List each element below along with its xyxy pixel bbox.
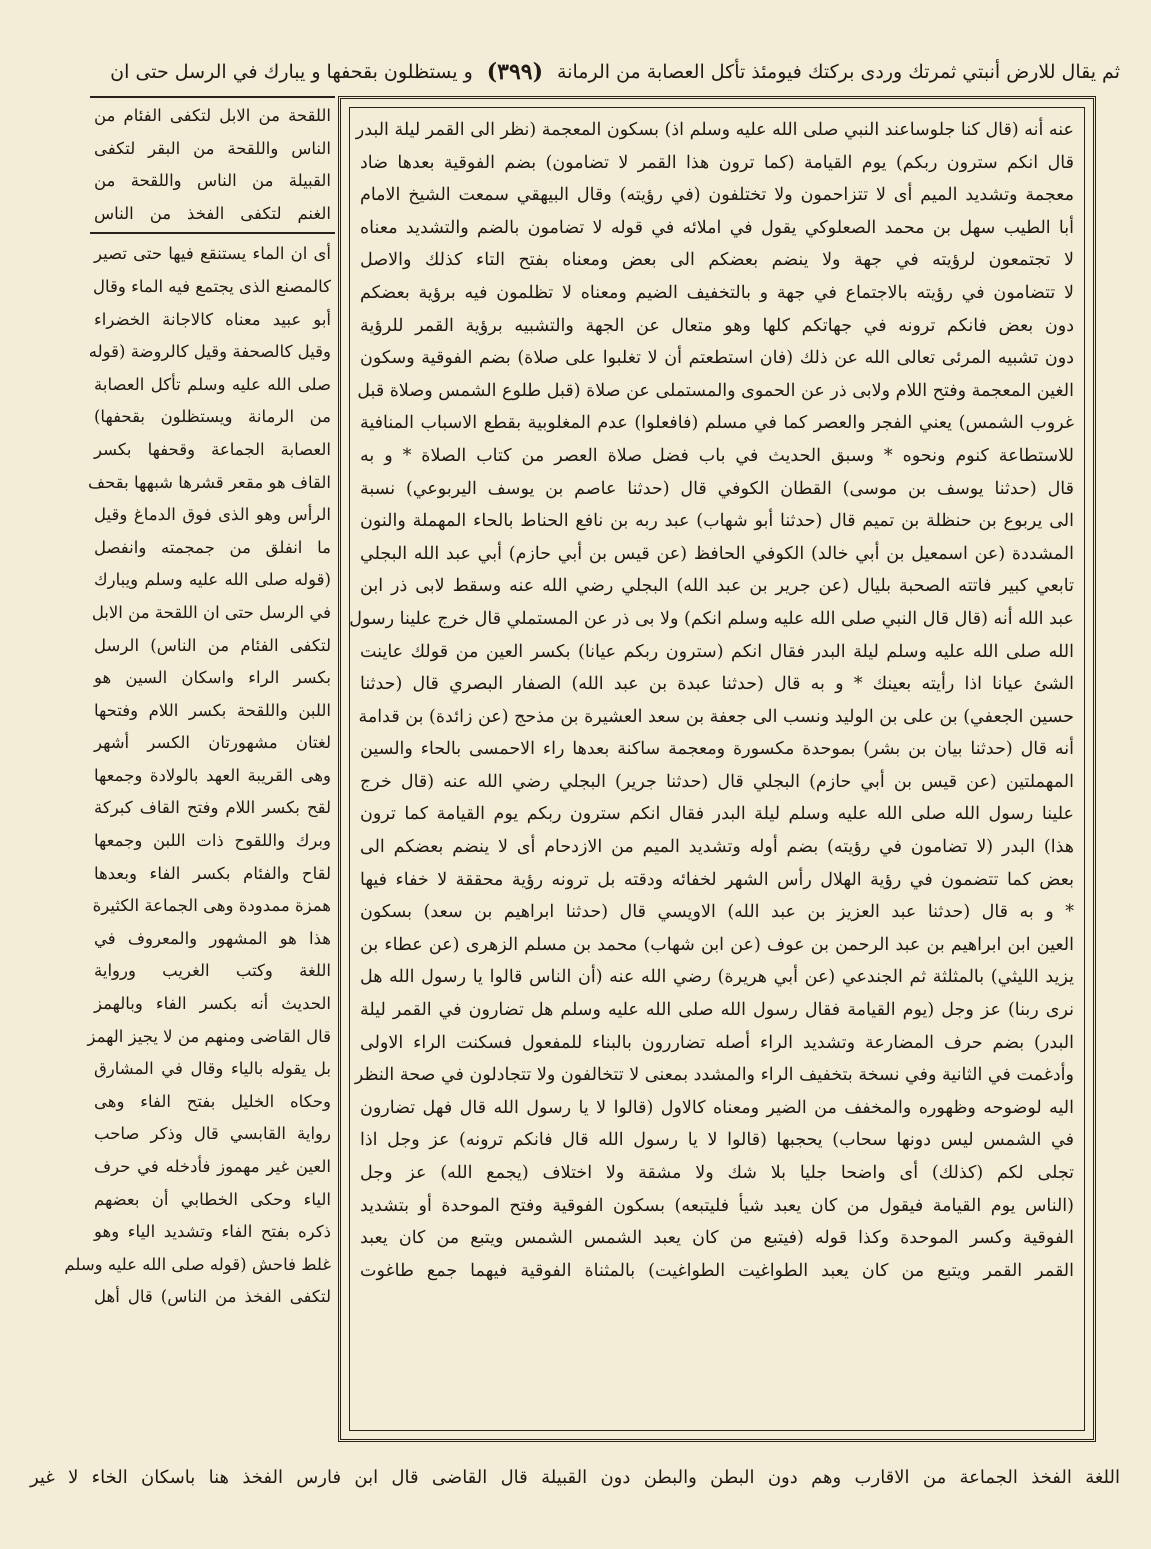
commentary-line: بل يقوله بالياء وقال في المشارق	[94, 1059, 331, 1079]
commentary-top-line: اللقحة من الابل لتكفى الفئام من	[94, 106, 331, 125]
commentary-body	[64, 234, 335, 1314]
commentary-line: ما انفلق من جمجمته وانفصل	[94, 537, 331, 557]
commentary-line: وحكاه الخليل بفتح الفاء وهى	[94, 1091, 331, 1111]
main-text-line: تجلى لكم (كذلك) أى واضحا جليا بلا شك ولا مشقة ولا اختلاف (يجمع الله) عز وجل	[360, 1163, 1074, 1183]
main-text-line: عنه أنه (قال كنا جلوساعند النبي صلى الله عليه وسلم اذ) بسكون المعجمة (نظر الى القمر ليلة البدر	[355, 120, 1074, 140]
commentary-line: الحديث أنه بكسر الفاء وبالهمز	[94, 994, 331, 1014]
main-text-line: علينا رسول الله صلى الله عليه وسلم ليلة البدر فقال انكم سترون ربكم يوم القيامة كما ترون	[360, 804, 1074, 825]
page-number: (٣٩٩)	[486, 59, 544, 85]
main-text-line: دون تشبيه المرئى تعالى الله عن ذلك (فان استطعتم أن لا تغلبوا على صلاة) بضم الفوقية وسكون	[360, 348, 1074, 369]
commentary-top-line: الناس واللقحة من البقر لتكفى	[94, 138, 331, 158]
main-text-line: العين ابن ابراهيم بن عبد الرحمن بن عوف (عن ابن شهاب) محمد بن مسلم الزهرى (عن عطاء بن	[360, 934, 1074, 955]
commentary-top-line: القبيلة من الناس واللقحة من	[94, 171, 331, 191]
main-text-line: الله صلى الله عليه وسلم ليلة البدر فقال انكم (سترون ربكم عيانا) بكسر العين من قولك عاينت	[360, 641, 1074, 662]
commentary-line: كالمصنع الذى يجتمع فيه الماء وقال	[93, 276, 331, 296]
commentary-line: وقيل كالصحفة وقيل كالروضة (قوله	[88, 342, 331, 362]
commentary-line: غلط فاحش (قوله صلى الله عليه وسلم	[64, 1254, 331, 1274]
commentary-line: أبو عبيد معناه كالاجانة الخضراء	[94, 309, 331, 329]
commentary-line: العين غير مهموز فأدخله في حرف	[94, 1157, 331, 1176]
main-text-line: اليه لوضوحه وظهوره والمخفف من الضير ومعناه كالاول (قالوا لا يا رسول الله قال فهل تضارون	[360, 1097, 1074, 1118]
commentary-line: وهى القريبة العهد بالولادة وجمعها	[94, 765, 331, 785]
main-text-line: * و به قال (حدثنا عبد العزيز بن عبد الله) الاويسي قال (حدثنا ابراهيم بن سعد) بسكون	[360, 902, 1074, 923]
commentary-top-box	[90, 96, 335, 234]
main-text-line: يزيد الليثي) بالمثلثة ثم الجندعي (عن أبي هريرة) رضي الله عنه (أن الناس قالوا يا رسول الله هل	[360, 967, 1074, 988]
commentary-line: الرأس وهو الذى فوق الدماغ وقيل	[94, 505, 331, 525]
main-text-line: هذا) البدر (لا تضامون في رؤيته) بضم أوله وتشديد الميم من الازدحام أى لا ينضم بعضكم الى	[360, 837, 1074, 858]
main-text-line: الفوقية وكسر الموحدة وكذا قوله (فيتبع من كان يعبد الشمس الشمس ويتبع من كان يعبد	[360, 1228, 1074, 1249]
commentary-line: قال القاضى ومنهم من لا يجيز الهمز	[87, 1026, 331, 1046]
commentary-column	[64, 96, 335, 1442]
main-text-line: حسين الجعفي) بن على بن الوليد ونسب الى جعفة بن سعد العشيرة بن مذحج (عن زائدة) بن قدامة	[358, 706, 1074, 727]
commentary-line: في الرسل حتى ان اللقحة من الابل	[91, 602, 331, 622]
main-text-line: أنه قال (حدثنا بيان بن بشر) بموحدة مكسورة ومعجمة ساكنة بعدها راء الاحمسى بالحاء والسين	[360, 739, 1074, 760]
page-header	[30, 52, 1120, 92]
commentary-line: من الرمانة ويستظلون بقحفها)	[94, 407, 331, 427]
commentary-line: صلى الله عليه وسلم تأكل العصابة	[94, 374, 331, 394]
main-text-line: وأدغمت في الثانية وفي نسخة بتخفيف الراء والمشدد بمعنى لا تتخالفون ولا تتجادلون في صحة النظر	[354, 1065, 1074, 1086]
header-text-right: ثم يقال للارض أنبتي ثمرتك وردى بركتك فيومئذ تأكل العصابة من الرمانة	[557, 61, 1120, 83]
commentary-line: اللغة وكتب الغريب ورواية	[94, 961, 331, 981]
commentary-top-text	[94, 100, 331, 230]
commentary-line: رواية القابسي قال وذكر صاحب	[94, 1124, 331, 1144]
commentary-line: وبرك واللقوح ذات اللبن وجمعها	[94, 831, 331, 851]
main-text-line: قال (حدثنا يوسف بن موسى) القطان الكوفي قال (حدثنا عاصم بن يوسف اليربوعي) نسبة	[360, 478, 1074, 499]
main-text-line: المشددة (عن اسمعيل بن أبي خالد) الكوفي الحافظ (عن قيس بن أبي حازم) أبي عبد الله البجلي	[360, 543, 1074, 564]
main-text-line: الشئ عيانا اذا رأيته بعينك * و به قال (حدثنا عبدة بن عبد الله) الصفار البصري قال (حدثنا	[360, 674, 1074, 695]
commentary-line: اللبن واللقحة بكسر اللام وفتحها	[94, 700, 331, 720]
main-text-line: للاستطاعة كنوم ونحوه * وسبق الحديث في باب فضل صلاة العصر من كتاب الصلاة * و به	[360, 445, 1074, 466]
commentary-line: (قوله صلى الله عليه وسلم ويبارك	[94, 570, 331, 590]
main-text-line: (الناس يوم القيامة فيقول من كان يعبد شيأ فليتبعه) بسكون الفوقية وفتح الموحدة أو بتشديد	[360, 1195, 1074, 1216]
main-text-frame	[338, 96, 1096, 1442]
main-text-line: عبد الله أنه (قال قال النبي صلى الله عليه وسلم انكم) ولا بى ذر عن المستملي قال خرج علينا رسول	[349, 608, 1074, 629]
main-text-line: بعض كما تتضمون في رؤية الهلال رأس الشهر لخفائه ودقته بل ترونه رؤية محققة لا خفاء فيها	[360, 869, 1074, 890]
main-text-line: تابعي كبير فاتته الصحبة بليال (عن جرير بن عبد الله) البجلي رضي الله عنه وسقط لابى ذر ابن	[360, 576, 1074, 597]
commentary-line: همزة ممدودة وهى الجماعة الكثيرة	[92, 896, 331, 916]
header-text-left: و يستظلون بقحفها و يبارك في الرسل حتى ان	[110, 61, 473, 83]
main-text-line: معجمة وتشديد الميم أى لا تتزاحمون ولا تختلفون (في رؤيته) وقال البيهقي سمعت الشيخ الامام	[360, 185, 1074, 206]
page-footer-text: اللغة الفخذ الجماعة من الاقارب وهم دون البطن والبطن دون القبيلة قال القاضى قال ابن فارس الفخذ هنا باسكان الخاء لا غير	[30, 1467, 1120, 1488]
main-text-line: أبا الطيب سهل بن محمد الصعلوكي يقول في املائه في قوله لا تضامون بالضم والتشديد معناه	[360, 217, 1074, 238]
main-text-inner-frame	[349, 107, 1085, 1431]
main-text-line: المهملتين (عن قيس بن أبي حازم) البجلي قال (حدثنا جرير) البجلي رضي الله عنه (قال خرج	[360, 771, 1074, 792]
main-text-line: لا تجتمعون لرؤيته في جهة ولا ينضم بعضكم الى بعض ومعناه بفتح التاء كذلك والاصل	[360, 250, 1074, 271]
commentary-line: لقاح والفئام بكسر الفاء وبعدها	[94, 863, 331, 883]
commentary-line: الياء وحكى الخطابي أن بعضهم	[94, 1189, 331, 1209]
main-text-line: دون بعض فانكم ترونه في جهاتكم كلها وهو متعال عن الجهة والتشبيه برؤية القمر للرؤية	[360, 315, 1074, 336]
main-text-line: الى يربوع بن حنظلة بن تميم قال (حدثنا أبو شهاب) عبد ربه بن نافع الحناط بالحاء المهملة والنون	[360, 511, 1074, 532]
commentary-line: العصابة الجماعة وقحفها بكسر	[94, 439, 331, 459]
main-text-line: لا تتضامون في رؤيته بالاجتماع في جهة و بالتخفيف الضيم ومعناه لا تظلمون فيه برؤية بعضكم	[360, 282, 1074, 303]
main-text-line: في الشمس ليس دونها سحاب) يحجبها (قالوا لا يا رسول الله قال فانكم ترونه) عز وجل اذا	[360, 1130, 1074, 1151]
commentary-line: لتكفى الفئام من الناس) الرسل	[94, 635, 331, 655]
main-text-line: القمر القمر ويتبع من كان يعبد الطواغيت الطواغيت) بالمثناة الفوقية فيهما جمع طاغوت	[360, 1260, 1074, 1281]
main-text-line: غروب الشمس) يعني الفجر والعصر كما في مسلم (فافعلوا) عدم المغلوبية بقطع الاسباب المنافية	[360, 413, 1074, 434]
commentary-line: لتكفى الفخذ من الناس) قال أهل	[94, 1287, 331, 1307]
main-text-body	[349, 114, 1074, 1287]
commentary-line: القاف هو مقعر قشرها شبهها بقحف	[88, 472, 331, 492]
commentary-line: ذكره بفتح الفاء وتشديد الياء وهو	[94, 1222, 331, 1242]
main-text-line: البدر) بضم حرف المضارعة وتشديد الراء أصله تضاررون بالبناء للمفعول فسكنت الراء الاولى	[360, 1032, 1074, 1053]
commentary-line: لقح بكسر اللام وفتح القاف كبركة	[94, 798, 331, 818]
commentary-line: بكسر الراء واسكان السين هو	[94, 668, 331, 688]
main-text-line: نرى ربنا) عز وجل (يوم القيامة فقال رسول الله صلى الله عليه وسلم هل تضارون في القمر ليلة	[360, 1000, 1074, 1021]
commentary-line: هذا هو المشهور والمعروف في	[94, 928, 331, 948]
commentary-body-text	[64, 238, 331, 1314]
commentary-line: لغتان مشهورتان الكسر أشهر	[94, 733, 331, 753]
main-text-line: الغين المعجمة وفتح اللام ولابى ذر عن الحموى والمستملى عن صلاة (قبل طلوع الشمس وصلاة قبل	[357, 380, 1074, 401]
commentary-top-line: الغنم لتكفى الفخذ من الناس	[94, 203, 331, 223]
commentary-line: أى ان الماء يستنقع فيها حتى تصير	[94, 244, 331, 264]
main-text-line: قال انكم سترون ربكم) يوم القيامة (كما ترون هذا القمر لا تضامون) بضم الفوقية بعدها ضاد	[360, 152, 1074, 173]
